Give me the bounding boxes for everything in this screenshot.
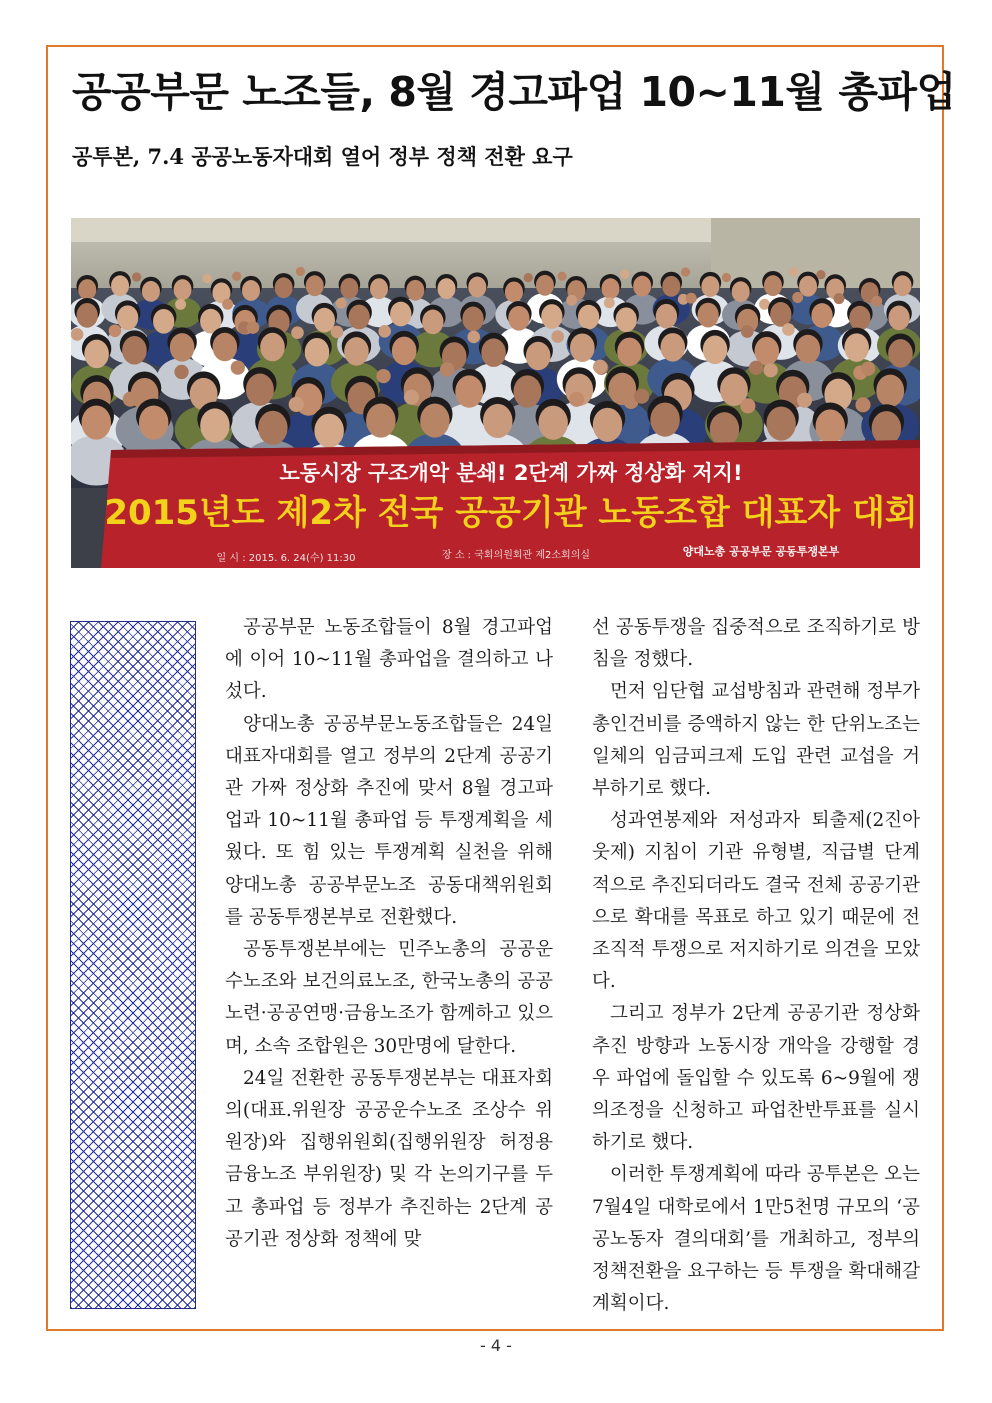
person-head	[366, 403, 396, 437]
person-head	[888, 306, 909, 331]
person-head	[390, 302, 411, 327]
raised-fist	[604, 297, 615, 308]
article-body-left-column	[225, 612, 553, 1256]
person-head	[483, 404, 513, 438]
person-head	[258, 411, 288, 445]
person-head	[876, 375, 904, 407]
person-head	[455, 375, 483, 407]
decorative-hatched-box	[70, 621, 196, 1309]
paragraph: 공동투쟁본부에는 민주노총의 공공운수노조와 보건의료노조, 한국노총의 공공노련·공공연맹·금융노조가 함께하고 있으며, 소속 조합원은 30만명에 달한다.	[225, 939, 553, 1057]
person-head	[213, 333, 238, 362]
raised-fist	[797, 393, 812, 408]
raised-fist	[109, 324, 122, 337]
banner-place: 장 소 : 국회의원회관 제2소회의실	[441, 550, 591, 561]
person-head	[616, 307, 637, 332]
raised-fist	[336, 298, 347, 309]
person-head	[526, 342, 551, 371]
raised-fist	[203, 274, 212, 283]
person-head	[872, 411, 902, 445]
person-head	[508, 306, 529, 331]
person-head	[406, 280, 424, 301]
raised-fist	[557, 272, 566, 281]
raised-fist	[740, 398, 755, 413]
person-head	[392, 337, 417, 366]
banner-date: 일 시 : 2015. 6. 24(수) 11:30	[216, 553, 356, 564]
raised-fist	[247, 321, 260, 334]
person-head	[513, 375, 541, 407]
person-head	[340, 278, 358, 299]
person-head	[139, 405, 169, 439]
person-head	[601, 278, 619, 299]
person-head	[888, 339, 913, 368]
raised-fist	[232, 272, 241, 281]
person-head	[703, 336, 728, 365]
page-number: - 4 -	[480, 1336, 512, 1355]
person-head	[462, 307, 483, 332]
raised-fist	[789, 267, 798, 276]
person-head	[78, 279, 96, 300]
person-head	[505, 282, 523, 303]
raised-fist	[551, 330, 564, 343]
raised-fist	[861, 362, 875, 376]
raised-fist	[132, 272, 141, 281]
person-head	[617, 338, 642, 367]
raised-fist	[376, 369, 390, 383]
raised-fist	[833, 293, 844, 304]
raised-fist	[231, 360, 245, 374]
raised-fist	[404, 390, 419, 405]
person-head	[420, 403, 450, 437]
person-head	[656, 304, 677, 329]
person-head	[541, 304, 562, 329]
person-head	[200, 408, 230, 442]
raised-fist	[440, 362, 454, 376]
raised-fist	[620, 270, 629, 279]
person-head	[82, 405, 112, 439]
person-head	[153, 309, 174, 334]
paragraph: 먼저 임단협 교섭방침과 관련해 정부가 총인건비를 증액하지 않는 한 단위노조는 일체의 임금피크제 도입 관련 교섭을 거부하기로 했다.	[592, 681, 920, 800]
person-head	[422, 310, 443, 335]
person-head	[314, 414, 344, 448]
person-head	[766, 406, 796, 440]
person-head	[260, 333, 285, 362]
raised-fist	[222, 299, 233, 310]
person-head	[796, 335, 821, 364]
person-head	[662, 276, 680, 297]
raised-fist	[378, 325, 391, 338]
person-head	[122, 336, 147, 365]
person-head	[697, 303, 718, 328]
raised-fist	[634, 389, 649, 404]
person-head	[894, 275, 912, 296]
person-head	[570, 333, 595, 362]
raised-fist	[331, 326, 344, 339]
raised-fist	[524, 273, 533, 282]
raised-fist	[855, 397, 870, 412]
raised-fist	[175, 299, 186, 310]
person-head	[844, 333, 869, 362]
raised-fist	[763, 363, 777, 377]
raised-fist	[467, 331, 480, 344]
person-head	[815, 409, 845, 443]
person-head	[764, 275, 782, 296]
raised-fist	[593, 360, 607, 374]
raised-fist	[71, 328, 83, 341]
banner-organizer: 양대노총 공공부문 공동투쟁본부	[682, 545, 840, 558]
paragraph: 이러한 투쟁계획에 따라 공투본은 오는 7월4일 대학로에서 1만5천명 규모의 ‘공공노동자 결의대회’를 개최하고, 정부의 정책전환을 요구하는 등 투쟁을 확대해갈 계획이다.	[592, 1164, 920, 1315]
person-head	[111, 275, 129, 296]
raised-fist	[871, 296, 882, 307]
raised-fist	[291, 326, 304, 339]
raised-fist	[289, 397, 304, 412]
paragraph: 성과연봉제와 저성과자 퇴출제(2진아웃제) 지침이 기관 유형별, 직급별 단계적으로 추진되더라도 결국 전체 공공기관으로 확대를 목표로 하고 있기 때문에 전 조직적 투쟁으로 저지하기로 의견을 모았다.	[592, 810, 920, 993]
raised-fist	[741, 325, 754, 338]
raised-fist	[569, 392, 584, 407]
person-head	[536, 275, 554, 296]
person-head	[481, 338, 506, 367]
article-body-right-column	[592, 612, 920, 1320]
person-head	[142, 281, 160, 302]
banner-title: 2015년도 제2차 전국 공공기관 노동조합 대표자 대회	[104, 493, 918, 533]
person-head	[437, 278, 455, 299]
photo-banner	[101, 440, 920, 568]
banner-slogan: 노동시장 구조개악 분쇄! 2단계 가짜 정상화 저지!	[279, 461, 743, 485]
article-headline: 공공부문 노조들, 8월 경고파업 10~11월 총파업	[72, 68, 956, 116]
raised-fist	[296, 267, 305, 276]
rally-photo	[71, 218, 920, 568]
raised-fist	[782, 323, 795, 336]
person-head	[242, 280, 260, 301]
person-head	[660, 333, 685, 362]
person-head	[84, 340, 109, 369]
raised-fist	[174, 365, 188, 379]
paragraph-continuation: 선 공동투쟁을 집중적으로 조직하기로 방침을 정했다.	[592, 617, 920, 671]
person-head	[770, 302, 791, 327]
person-head	[849, 306, 870, 331]
person-head	[538, 406, 568, 440]
paragraph: 공공부문 노동조합들이 8월 경고파업에 이어 10~11월 총파업을 결의하고 나섰다.	[225, 617, 553, 703]
paragraph: 양대노총 공공부문노동조합들은 24일 대표자대회를 열고 정부의 2단계 공공기관 가짜 정상화 추진에 맞서 8월 경고파업과 10~11월 총파업 등 투쟁계획을 세웠다. 또 힘 있는 투쟁계획 실천을 위해 양대노총 공공부문노조 공동대책위원회를 공동투쟁본부로 전환했다.	[225, 713, 553, 928]
person-head	[799, 276, 817, 297]
person-head	[650, 402, 680, 436]
person-head	[370, 278, 388, 299]
person-head	[593, 408, 623, 442]
paragraph: 24일 전환한 공동투쟁본부는 대표자회의(대표.위원장 공공운수노조 조상수 위원장)와 집행위원회(집행위원장 허정용 금융노조 부위원장) 및 각 논의기구를 두고 총파업 등 정부가 추진하는 2단계 공공기관 정상화 정책에 맞	[225, 1067, 553, 1250]
person-head	[348, 305, 369, 330]
raised-fist	[792, 292, 803, 303]
person-head	[305, 338, 330, 367]
person-head	[732, 281, 750, 302]
raised-fist	[722, 273, 731, 282]
raised-fist	[816, 270, 825, 279]
raised-fist	[749, 361, 763, 375]
article-subheadline: 공투본, 7.4 공공노동자대회 열어 정부 정책 전환 요구	[72, 144, 573, 169]
person-head	[811, 303, 832, 328]
person-head	[174, 279, 192, 300]
raised-fist	[681, 267, 690, 276]
paragraph: 그리고 정부가 2단계 공공기관 정상화 추진 방향과 노동시장 개악을 강행할 경우 파업에 돌입할 수 있도록 6~9월에 쟁의조정을 신청하고 파업찬반투표를 실시하기로 했다.	[592, 1003, 920, 1154]
person-head	[701, 276, 719, 297]
person-head	[170, 333, 195, 362]
person-head	[344, 337, 369, 366]
raised-fist	[686, 293, 697, 304]
person-head	[246, 374, 274, 406]
person-head	[468, 277, 486, 298]
person-head	[633, 276, 651, 297]
person-head	[76, 303, 97, 328]
person-head	[710, 412, 740, 446]
person-head	[117, 305, 138, 330]
person-head	[578, 305, 599, 330]
raised-fist	[566, 295, 577, 306]
raised-fist	[123, 392, 138, 407]
person-head	[306, 275, 324, 296]
person-head	[275, 277, 293, 298]
